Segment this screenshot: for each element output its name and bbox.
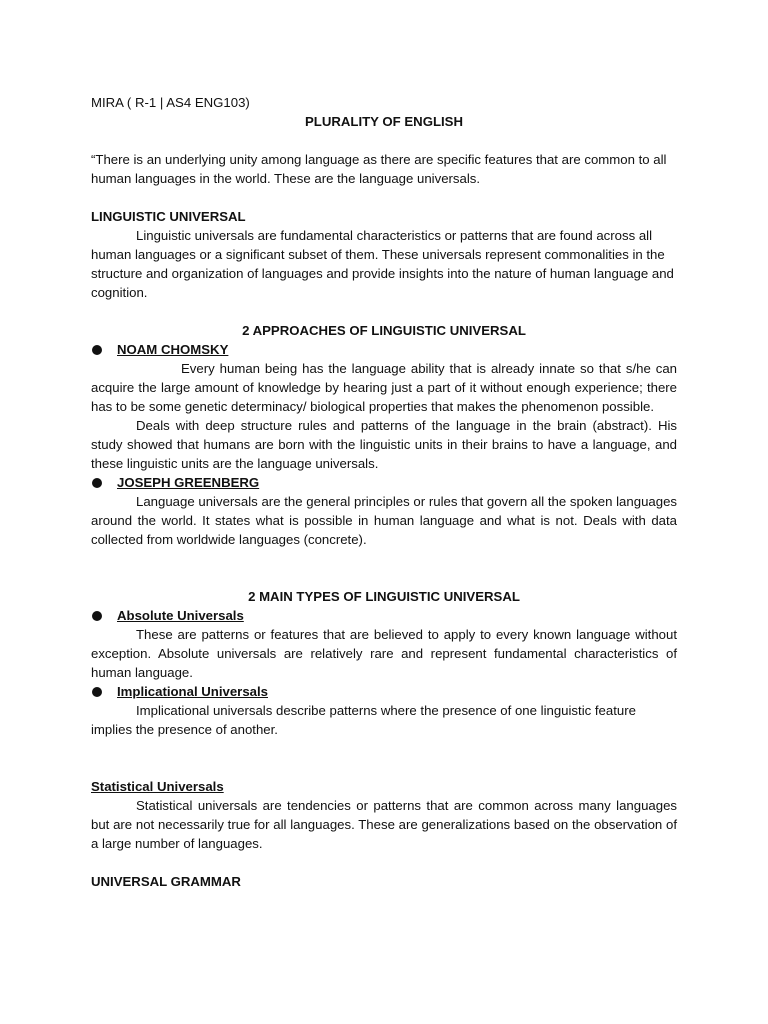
types-heading: 2 MAIN TYPES OF LINGUISTIC UNIVERSAL <box>248 589 520 604</box>
spacer <box>91 739 677 777</box>
spacer <box>91 853 677 872</box>
spacer <box>91 188 677 207</box>
spacer <box>91 302 677 321</box>
bullet-icon <box>92 345 102 355</box>
absolute-paragraph: These are patterns or features that are believed to apply to every known language without exception. Absolute universals are relatively rare and represent fundamental characteristics of human language. <box>91 627 677 680</box>
chomsky-paragraph-2: Deals with deep structure rules and patterns of the language in the brain (abstract). His study showed that humans are born with the linguistic units in their brains to have a language, and these linguistic units are the language universals. <box>91 418 677 471</box>
bullet-icon <box>92 478 102 488</box>
spacer <box>91 549 677 587</box>
bullet-item-implicational <box>91 682 677 701</box>
document-header: MIRA ( R-1 | AS4 ENG103) <box>91 95 250 110</box>
bullet-icon <box>92 611 102 621</box>
approaches-heading: 2 APPROACHES OF LINGUISTIC UNIVERSAL <box>242 323 526 338</box>
bullet-icon <box>92 687 102 697</box>
chomsky-label: NOAM CHOMSKY <box>117 342 229 357</box>
implicational-label: Implicational Universals <box>117 684 268 699</box>
linguistic-universal-body: Linguistic universals are fundamental characteristics or patterns that are found across all human languages or a significant subset of them. These universals represent commonalities in the structure and organization of languages and provide insights into the nature of human language and cognition. <box>91 228 674 300</box>
statistical-paragraph: Statistical universals are tendencies or patterns that are common across many languages but are not necessarily true for all languages. These are generalizations based on the observation of a large number of languages. <box>91 798 677 851</box>
document-title: PLURALITY OF ENGLISH <box>304 114 463 129</box>
bullet-item-chomsky <box>91 340 677 359</box>
greenberg-label: JOSEPH GREENBERG <box>117 475 260 490</box>
bullet-item-greenberg <box>91 473 677 492</box>
intro-paragraph: “There is an underlying unity among language as there are specific features that are common to all human languages in the world. These are the language universals. <box>91 152 667 186</box>
absolute-label: Absolute Universals <box>117 608 244 623</box>
linguistic-universal-heading: LINGUISTIC UNIVERSAL <box>91 209 246 224</box>
greenberg-paragraph: Language universals are the general principles or rules that govern all the spoken languages around the world. It states what is possible in human language and what is not. Deals with data collected from worldwide languages (concrete). <box>91 494 677 547</box>
chomsky-paragraph-1: Every human being has the language ability that is already innate so that s/he can acquire the large amount of knowledge by hearing just a part of it without enough experience; there has to be some genetic determinacy/ biological properties that makes the phenomenon possible. <box>91 361 677 414</box>
universal-grammar-heading: UNIVERSAL GRAMMAR <box>91 874 241 889</box>
spacer <box>91 131 677 150</box>
statistical-label: Statistical Universals <box>91 779 224 794</box>
bullet-item-absolute <box>91 606 677 625</box>
implicational-paragraph: Implicational universals describe patterns where the presence of one linguistic feature implies the presence of another. <box>91 703 636 737</box>
